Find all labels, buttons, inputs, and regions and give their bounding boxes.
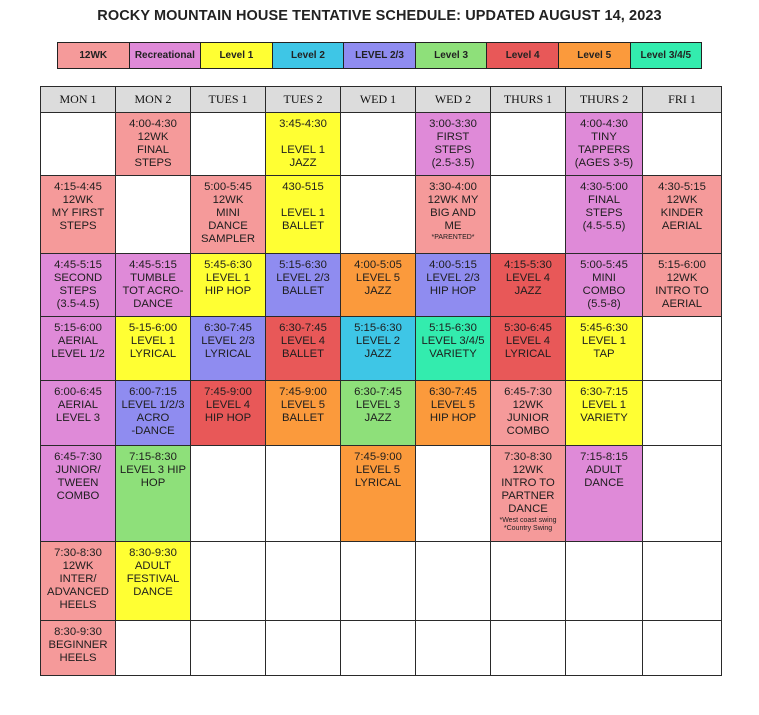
class-slot-text: 8:30-9:30 ADULT FESTIVAL DANCE (126, 547, 180, 598)
class-slot (341, 381, 416, 446)
schedule-row (41, 317, 722, 381)
class-slot-text: 6:30-7:15 LEVEL 1 VARIETY (580, 386, 628, 424)
class-slot (266, 542, 341, 621)
class-slot-text: 4:45-5:15 SECOND STEPS (3.5-4.5) (53, 259, 103, 310)
class-slot (643, 254, 722, 317)
page-title: ROCKY MOUNTAIN HOUSE TENTATIVE SCHEDULE: UPDATED AUGUST 14, 2023 (97, 8, 662, 24)
class-slot-text: 5:30-6:45 LEVEL 4 LYRICAL (504, 322, 552, 360)
class-slot-text: 7:30-8:30 12WK INTRO TO PARTNER DANCE (501, 451, 555, 515)
class-slot (191, 254, 266, 317)
class-slot (266, 113, 341, 176)
day-column-header: TUES 2 (266, 87, 341, 113)
day-column-header: THURS 2 (566, 87, 643, 113)
schedule-row (41, 254, 722, 317)
class-slot (341, 446, 416, 542)
legend-item: LEVEL 2/3 (343, 43, 415, 68)
class-slot-text (643, 113, 721, 118)
class-slot (643, 381, 722, 446)
legend-item: Level 2 (272, 43, 344, 68)
class-slot-text: 6:30-7:45 LEVEL 4 BALLET (279, 322, 327, 360)
class-slot-text: 7:45-9:00 LEVEL 4 HIP HOP (204, 386, 252, 424)
class-slot (643, 317, 722, 381)
class-slot-text: 4:45-5:15 TUMBLE TOT ACRO- DANCE (122, 259, 184, 310)
class-slot-text: 3:45-4:30 LEVEL 1 JAZZ (279, 118, 327, 169)
class-slot-text (416, 621, 490, 626)
class-slot (41, 381, 116, 446)
class-slot-text: 7:45-9:00 LEVEL 5 LYRICAL (354, 451, 402, 489)
class-slot (643, 621, 722, 676)
class-slot-text (116, 176, 190, 181)
schedule-row (41, 113, 722, 176)
class-slot-text: 4:00-5:15 LEVEL 2/3 HIP HOP (426, 259, 480, 297)
class-slot-text (416, 446, 490, 451)
class-slot-text: 6:30-7:45 LEVEL 2/3 LYRICAL (201, 322, 255, 360)
day-column-header: WED 1 (341, 87, 416, 113)
class-slot-text: 7:45-9:00 LEVEL 5 BALLET (279, 386, 327, 424)
class-slot (116, 446, 191, 542)
class-slot-text: 5:45-6:30 LEVEL 1 TAP (580, 322, 628, 360)
class-slot-text: 7:15-8:30 LEVEL 3 HIP HOP (119, 451, 187, 489)
day-column-header: THURS 1 (491, 87, 566, 113)
class-slot-text: 5:15-6:00 AERIAL LEVEL 1/2 (51, 322, 105, 360)
class-slot (491, 176, 566, 254)
class-slot-text: 4:15-5:30 LEVEL 4 JAZZ (504, 259, 552, 297)
class-slot-text: 5-15-6:00 LEVEL 1 LYRICAL (128, 322, 178, 360)
class-slot (491, 317, 566, 381)
class-slot (341, 176, 416, 254)
class-slot-text: 4:30-5:00 FINAL STEPS (4.5-5.5) (580, 181, 628, 232)
class-slot (643, 176, 722, 254)
class-slot-text: 5:45-6:30 LEVEL 1 HIP HOP (204, 259, 252, 297)
class-slot (266, 176, 341, 254)
class-slot (191, 176, 266, 254)
class-slot-text: 5:00-5:45 12WK MINI DANCE SAMPLER (201, 181, 255, 245)
class-slot-text (191, 446, 265, 451)
class-slot (416, 381, 491, 446)
class-slot-text (643, 317, 721, 322)
class-slot (266, 381, 341, 446)
legend-item: Level 1 (200, 43, 272, 68)
legend-item: Level 3 (415, 43, 487, 68)
class-slot (643, 446, 722, 542)
legend-item: 12WK (58, 43, 129, 68)
class-slot (116, 176, 191, 254)
class-slot (266, 621, 341, 676)
class-slot-text: 5:15-6:30 LEVEL 2/3 BALLET (276, 259, 330, 297)
class-slot-text (191, 621, 265, 626)
class-slot-text: 6:45-7:30 12WK JUNIOR COMBO (504, 386, 552, 437)
class-slot (643, 113, 722, 176)
class-slot (491, 381, 566, 446)
class-slot-text: 4:30-5:15 12WK KINDER AERIAL (658, 181, 706, 232)
class-slot-text: 6:00-7:15 LEVEL 1/2/3 ACRO -DANCE (121, 386, 185, 437)
class-slot-text (266, 542, 340, 547)
class-slot (566, 317, 643, 381)
class-slot-text: 4:00-5:05 LEVEL 5 JAZZ (354, 259, 402, 297)
class-slot-text (566, 542, 642, 547)
class-slot (41, 176, 116, 254)
class-slot (191, 621, 266, 676)
class-slot (116, 542, 191, 621)
class-slot-text: 6:00-6:45 AERIAL LEVEL 3 (54, 386, 102, 424)
class-slot-text (491, 621, 565, 626)
class-slot (341, 254, 416, 317)
class-slot-text: 8:30-9:30 BEGINNER HEELS (48, 626, 108, 664)
class-slot-text (643, 542, 721, 547)
day-column-header: FRI 1 (643, 87, 722, 113)
class-slot (41, 317, 116, 381)
class-slot (416, 542, 491, 621)
class-slot (491, 113, 566, 176)
class-slot (566, 542, 643, 621)
legend-item: Level 5 (558, 43, 630, 68)
class-slot (191, 113, 266, 176)
class-slot-text (491, 176, 565, 181)
class-slot (41, 446, 116, 542)
class-slot (266, 254, 341, 317)
class-slot-text: 430-515 LEVEL 1 BALLET (280, 181, 326, 232)
class-slot (566, 176, 643, 254)
legend-item: Level 4 (486, 43, 558, 68)
class-slot-text: 7:15-8:15 ADULT DANCE (580, 451, 628, 489)
class-slot (41, 542, 116, 621)
class-slot-text (191, 113, 265, 118)
class-slot-text: 5:00-5:45 MINI COMBO (5.5-8) (580, 259, 628, 310)
class-slot (41, 254, 116, 317)
class-slot (566, 254, 643, 317)
class-slot (491, 621, 566, 676)
class-slot (566, 381, 643, 446)
class-slot-text: 3:30-4:00 12WK MY BIG AND ME (427, 181, 479, 232)
class-slot-text (491, 542, 565, 547)
class-slot (341, 542, 416, 621)
class-slot (191, 542, 266, 621)
class-slot (266, 317, 341, 381)
schedule-row (41, 542, 722, 621)
class-slot (491, 446, 566, 542)
class-slot-text: 6:30-7:45 LEVEL 5 HIP HOP (429, 386, 477, 424)
class-slot-text (491, 113, 565, 118)
class-slot-text: 7:30-8:30 12WK INTER/ ADVANCED HEELS (47, 547, 109, 611)
class-slot (41, 113, 116, 176)
class-slot (566, 621, 643, 676)
day-column-header: TUES 1 (191, 87, 266, 113)
day-column-header: WED 2 (416, 87, 491, 113)
class-slot-note: *PARENTED* (431, 234, 475, 241)
class-slot-text (341, 113, 415, 118)
class-slot-text: 4:15-4:45 12WK MY FIRST STEPS (51, 181, 105, 232)
class-slot (341, 317, 416, 381)
class-slot-text (116, 621, 190, 626)
class-slot (566, 113, 643, 176)
class-slot (643, 542, 722, 621)
class-slot-text (341, 621, 415, 626)
legend-item: Recreational (129, 43, 201, 68)
schedule-row (41, 381, 722, 446)
class-slot (116, 381, 191, 446)
class-slot (491, 542, 566, 621)
class-slot (191, 381, 266, 446)
day-column-header: MON 1 (41, 87, 116, 113)
class-slot (341, 621, 416, 676)
class-slot-text (341, 542, 415, 547)
class-slot-text: 3:00-3:30 FIRST STEPS (2.5-3.5) (429, 118, 477, 169)
class-slot (491, 254, 566, 317)
class-slot-text: 5:15-6:30 LEVEL 2 JAZZ (354, 322, 402, 360)
class-slot-text: 4:00-4:30 TINY TAPPERS (AGES 3-5) (574, 118, 634, 169)
class-slot (116, 113, 191, 176)
class-slot (566, 446, 643, 542)
class-slot (116, 621, 191, 676)
class-slot-text (416, 542, 490, 547)
class-slot-text (41, 113, 115, 118)
class-slot (416, 176, 491, 254)
class-slot (416, 254, 491, 317)
class-slot-text: 5:15-6:30 LEVEL 3/4/5 VARIETY (421, 322, 485, 360)
class-slot-text: 6:30-7:45 LEVEL 3 JAZZ (354, 386, 402, 424)
class-slot (416, 113, 491, 176)
class-slot-text (643, 381, 721, 386)
day-header-row (41, 87, 722, 113)
class-slot (191, 446, 266, 542)
schedule-row (41, 176, 722, 254)
class-slot-text (266, 446, 340, 451)
class-slot-text: 4:00-4:30 12WK FINAL STEPS (129, 118, 177, 169)
class-slot (116, 254, 191, 317)
class-slot (41, 621, 116, 676)
class-slot-text (566, 621, 642, 626)
class-slot-text (341, 176, 415, 181)
class-slot-text: 6:45-7:30 JUNIOR/ TWEEN COMBO (54, 451, 102, 502)
class-slot (416, 317, 491, 381)
class-slot (266, 446, 341, 542)
class-slot-text: 5:15-6:00 12WK INTRO TO AERIAL (655, 259, 709, 310)
class-slot-text (643, 446, 721, 451)
schedule-row (41, 446, 722, 542)
schedule-row (41, 621, 722, 676)
class-slot (116, 317, 191, 381)
class-slot-text (266, 621, 340, 626)
class-slot (341, 113, 416, 176)
legend-item: Level 3/4/5 (630, 43, 702, 68)
schedule-table (40, 86, 722, 676)
class-slot-note: *West coast swing *Country Swing (499, 517, 557, 532)
color-legend (57, 42, 702, 69)
class-slot (416, 621, 491, 676)
class-slot (191, 317, 266, 381)
class-slot-text (191, 542, 265, 547)
class-slot (416, 446, 491, 542)
class-slot-text (643, 621, 721, 626)
day-column-header: MON 2 (116, 87, 191, 113)
